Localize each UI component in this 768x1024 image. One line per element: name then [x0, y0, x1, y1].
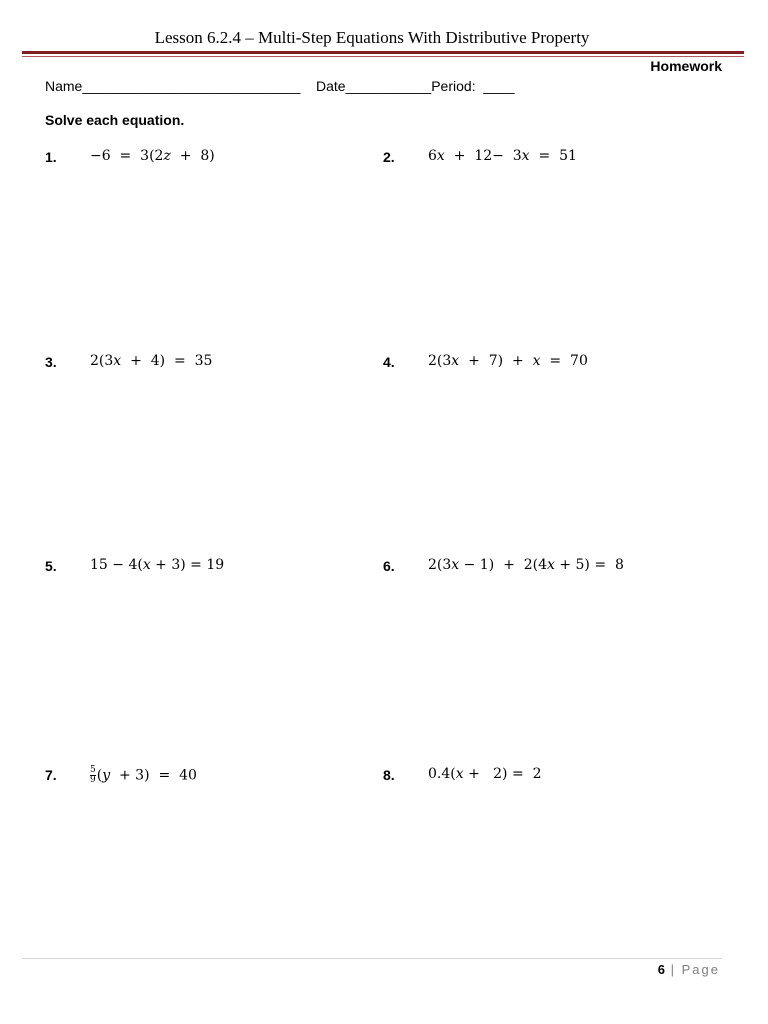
footer-divider: [22, 958, 722, 959]
problem-number: 5.: [45, 558, 57, 574]
problem-equation: 6𝑥 + 12− 3𝑥 = 51: [428, 148, 577, 164]
problem-number: 8.: [383, 767, 395, 783]
fraction-numerator: 5: [90, 765, 96, 775]
problem-equation: 0.4(𝑥 + 2) = 2: [428, 766, 542, 782]
problem-number: 3.: [45, 354, 57, 370]
problem-equation: 2(3𝑥 − 1) + 2(4𝑥 + 5) = 8: [428, 557, 624, 573]
problem-number: 6.: [383, 558, 395, 574]
problem-equation: 2(3𝑥 + 7) + 𝑥 = 70: [428, 353, 588, 369]
homework-label: Homework: [650, 58, 722, 74]
page-separator: |: [665, 962, 682, 977]
page-footer: [658, 962, 720, 977]
page-number: 6: [657, 962, 666, 977]
problem-number: 4.: [383, 354, 395, 370]
problem-equation: 15 − 4(𝑥 + 3) = 19: [90, 557, 225, 573]
name-field: Name____________________________: [45, 78, 301, 94]
problem-equation: −6 = 3(2𝑧 + 8): [90, 148, 215, 164]
header-divider-thin: [22, 56, 744, 57]
fraction-denominator: 9: [90, 775, 96, 785]
header-divider: [22, 51, 744, 54]
date-period-field: Date___________Period: ____: [316, 78, 515, 94]
problem-number: 7.: [45, 767, 57, 783]
problem-equation: [90, 766, 197, 785]
fraction: [90, 766, 96, 785]
problem-equation: 2(3𝑥 + 4) = 35: [90, 353, 213, 369]
page-word: Page: [681, 962, 720, 977]
lesson-title: Lesson 6.2.4 – Multi-Step Equations With Distributive Property: [154, 28, 590, 47]
problem-number: 1.: [45, 149, 57, 165]
equation-rest: (𝑦 + 3) = 40: [96, 767, 197, 784]
instructions: Solve each equation.: [45, 112, 185, 128]
problem-number: 2.: [383, 149, 395, 165]
